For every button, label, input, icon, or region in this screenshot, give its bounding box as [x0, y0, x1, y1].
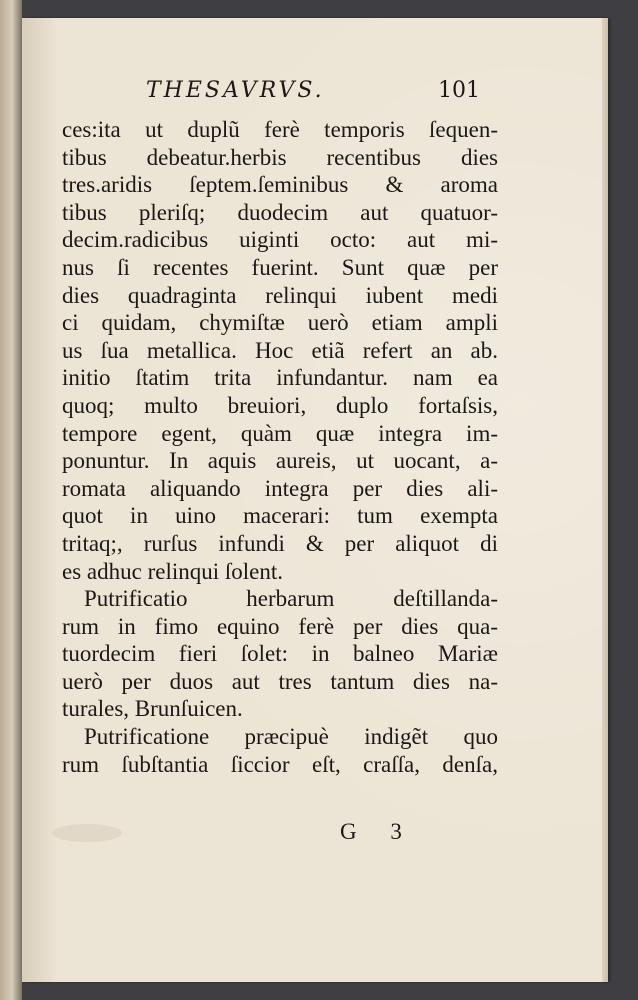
text-line: nus ſi recentes fuerint. Sunt quæ per — [62, 254, 498, 280]
text-line: tritaq;, rurſus infundi & per aliquot di — [62, 530, 498, 556]
text-line-paragraph-start: Putrificatione præcipuè indigẽt quo — [84, 724, 498, 750]
running-title: THESAVRVS. — [146, 78, 325, 103]
text-line: romata aliquando integra per dies ali- — [62, 475, 498, 501]
text-line: tuordecim fieri ſolet: in balneo Mariæ — [62, 641, 498, 667]
text-line: us ſua metallica. Hoc etiã refert an ab. — [62, 337, 498, 363]
page-fore-edge — [602, 18, 608, 982]
text-line: dies quadraginta relinqui iubent medi — [62, 282, 498, 308]
text-line: quoq; multo breuiori, duplo fortaſsis, — [62, 392, 498, 418]
text-line: tempore egent, quàm quæ integra im- — [62, 420, 498, 446]
text-line: tibus debeatur.herbis recentibus dies — [62, 144, 498, 170]
signature-mark: G 3 — [340, 819, 416, 844]
text-line: rum ſubſtantia ſiccior eſt, craſſa, denſa, — [62, 751, 498, 777]
text-line: initio ſtatim trita infundantur. nam ea — [62, 365, 498, 391]
text-line: rum in fimo equino ferè per dies qua- — [62, 613, 498, 639]
page-header — [22, 78, 608, 112]
text-line: decim.radicibus uiginti octo: aut mi- — [62, 227, 498, 253]
text-line-paragraph-end: turales, Brunſuicen. — [62, 696, 243, 722]
book-page — [22, 18, 608, 982]
text-line: ponuntur. In aquis aureis, ut uocant, a- — [62, 448, 498, 474]
text-line: tibus pleriſq; duodecim aut quatuor- — [62, 199, 498, 225]
text-line-paragraph-start: Putrificatio herbarum deſtillanda- — [84, 586, 498, 612]
text-line: ci quidam, chymiſtæ uerò etiam ampli — [62, 310, 498, 336]
text-line-paragraph-end: es adhuc relinqui ſolent. — [62, 558, 283, 584]
body-text — [62, 116, 498, 778]
page-number: 101 — [438, 78, 480, 103]
text-line: ces:ita ut duplũ ferè temporis ſequen- — [62, 117, 498, 142]
previous-page-edge — [0, 0, 22, 1000]
text-line: tres.aridis ſeptem.ſeminibus & aroma — [62, 172, 498, 198]
ink-smudge — [52, 824, 122, 842]
text-line: uerò per duos aut tres tantum dies na- — [62, 668, 498, 694]
text-line: quot in uino macerari: tum exempta — [62, 503, 498, 529]
